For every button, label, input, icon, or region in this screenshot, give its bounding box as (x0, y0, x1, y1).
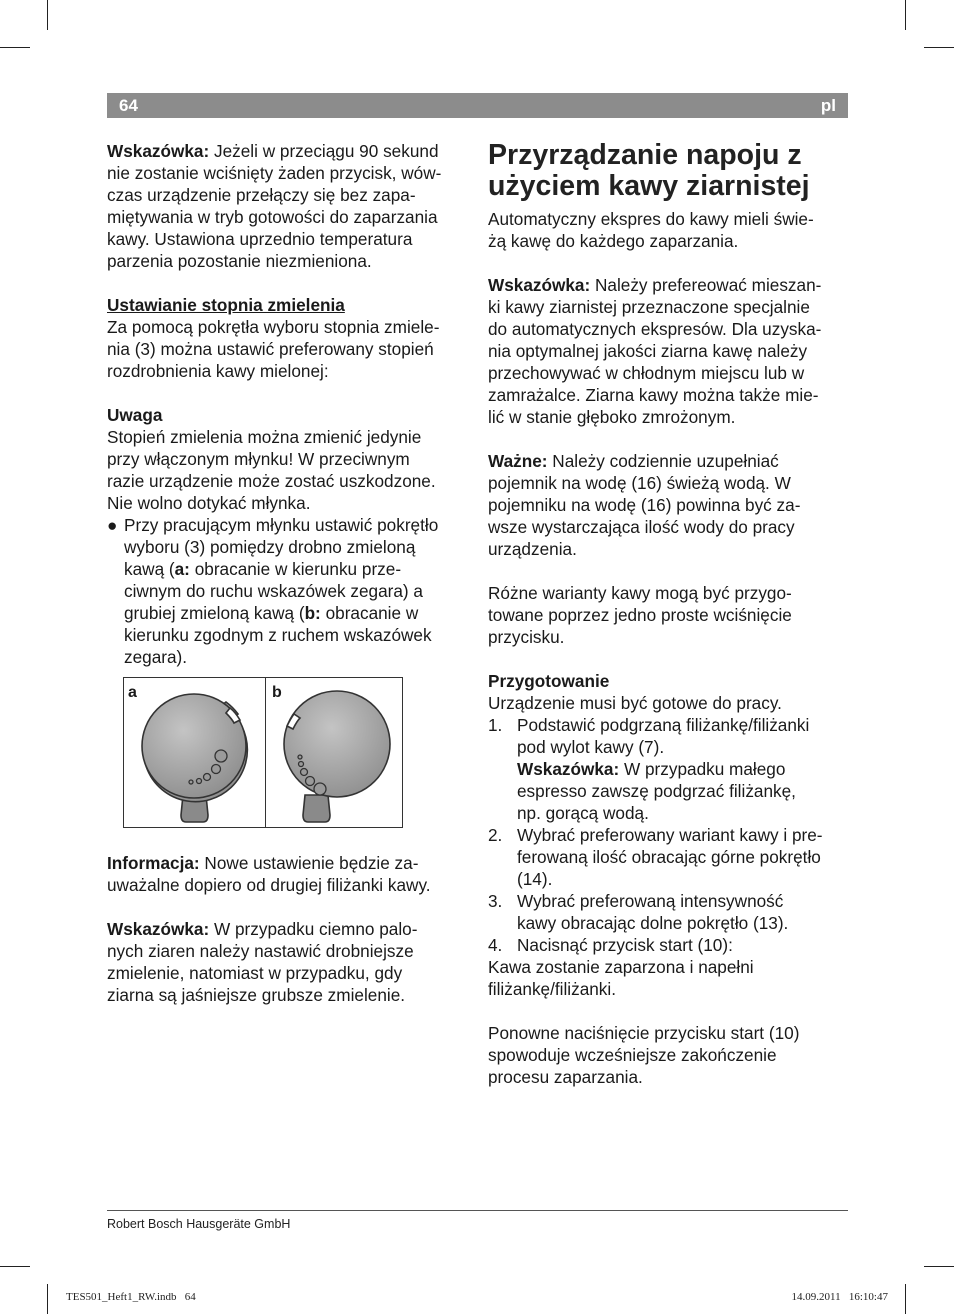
grind-dial-figure (123, 677, 403, 828)
tip-paragraph: Wskazówka: W przypadku ciemno palo- (107, 919, 418, 939)
text-line: miętywania w tryb gotowości do zaparzania (107, 207, 438, 227)
text-line: wyboru (3) pomiędzy drobno zmieloną (124, 537, 416, 557)
crop-mark (924, 47, 954, 48)
section-heading-grind: Ustawianie stopnia zmielenia (107, 295, 345, 315)
bullet-icon: ● (107, 515, 118, 535)
text-line: lić w stanie głęboko zmrożonym. (488, 407, 736, 427)
figure-label-b: b (272, 684, 282, 701)
text-line: Urządzenie musi być gotowe do pracy. (488, 693, 782, 713)
list-item: 2. Wybrać preferowany wariant kawy i pre- ferowaną ilość obracając górne pokrętło (14). (488, 825, 823, 889)
crop-mark (924, 1266, 954, 1267)
footer-company: Robert Bosch Hausgeräte GmbH (107, 1217, 291, 1231)
list-item: 1. Podstawić podgrzaną filiżankę/filiżanki pod wylot kawy (7). Wskazówka: W przypadku małego espresso zawszę podgrzać filiżankę, np. gorącą wodą. (488, 715, 810, 823)
text-line: przy włączonym młynku! W przeciwnym (107, 449, 410, 469)
crop-mark (905, 0, 906, 30)
text-line: filiżankę/filiżanki. (488, 979, 616, 999)
footer-divider (107, 1210, 848, 1211)
crop-mark (47, 0, 48, 30)
text-line: Za pomocą pokrętła wyboru stopnia zmiele- (107, 317, 440, 337)
crop-mark (905, 1284, 906, 1314)
text-line: Przy pracującym młynku ustawić pokrętło (124, 515, 439, 535)
text-line: rozdrobnienia kawy mielonej: (107, 361, 329, 381)
text-line: pojemnik na wodę (16) świeżą wodą. W (488, 473, 791, 493)
text-line: kierunku zgodnym z ruchem wskazówek (124, 625, 432, 645)
print-slug-file: TES501_Heft1_RW.indb 64 (66, 1291, 196, 1303)
caution-heading: Uwaga (107, 405, 163, 425)
tip-label: Wskazówka: (517, 759, 620, 779)
text-line: zegara). (124, 647, 188, 667)
text-line: Kawa zostanie zaparzona i napełni (488, 957, 754, 977)
text-line: spowoduje wcześniejsze zakończenie (488, 1045, 777, 1065)
text-line: przycisku. (488, 627, 565, 647)
text-line: nych ziaren należy nastawić drobniejsze (107, 941, 414, 961)
text-line: razie urządzenie może zostać uszkodzone. (107, 471, 436, 491)
text-line: Automatyczny ekspres do kawy mieli świe- (488, 209, 814, 229)
text-line: Ponowne naciśnięcie przycisku start (10) (488, 1023, 800, 1043)
bullet-item (107, 514, 469, 668)
text-line: Różne warianty kawy mogą być przygo- (488, 583, 792, 603)
text-line: wsze wystarczająca ilość wody do pracy (488, 517, 795, 537)
text-line: ciwnym do ruchu wskazówek zegara) a (124, 581, 423, 601)
page-header-bar (107, 93, 848, 118)
text-line: Jeżeli w przeciągu 90 sekund (209, 141, 439, 161)
text-line: Nie wolno dotykać młynka. (107, 493, 311, 513)
text-line: pojemniku na wodę (16) powinna być za- (488, 495, 801, 515)
text-line: kawy. Ustawiona uprzednio temperatura (107, 229, 413, 249)
crop-mark (47, 1284, 48, 1314)
grinder-dial-b-icon (265, 678, 404, 829)
left-column (107, 140, 469, 1006)
text-line: przechowywać w chłodnym miejscu lub w (488, 363, 805, 383)
text-line: parzenia pozostanie niezmieniona. (107, 251, 372, 271)
text-line: nia (3) można ustawić preferowany stopień (107, 339, 434, 359)
text-line: urządzenia. (488, 539, 577, 559)
text-line: procesu zaparzania. (488, 1067, 643, 1087)
grinder-dial-a-icon (124, 678, 265, 829)
page-title: Przyrządzanie napoju z użyciem kawy ziarnistej (488, 139, 810, 202)
figure-label-a: a (128, 684, 137, 701)
tip-label: Wskazówka: (107, 919, 210, 939)
info-label: Informacja: (107, 853, 200, 873)
text-line: ziarna są jaśniejsze grubsze zmielenie. (107, 985, 406, 1005)
prep-heading: Przygotowanie (488, 671, 610, 691)
crop-mark (0, 1266, 30, 1267)
text-line: do automatycznych ekspresów. Dla uzyska- (488, 319, 822, 339)
text-line: nia optymalnej jakości ziarna kawę należy (488, 341, 808, 361)
steps-list (488, 714, 850, 956)
info-paragraph: Informacja: Nowe ustawienie będzie za- (107, 853, 419, 873)
text-line: uważalne dopiero od drugiej filiżanki kawy. (107, 875, 431, 895)
text-line: zamrażalce. Ziarna kawy można także mie- (488, 385, 819, 405)
text-line: ki kawy ziarnistej przeznaczone specjalnie (488, 297, 810, 317)
text-line: zmielenie, natomiast w przypadku, gdy (107, 963, 403, 983)
list-item: 3. Wybrać preferowaną intensywność kawy obracając dolne pokrętło (13). (488, 891, 789, 933)
tip-paragraph (107, 140, 469, 162)
page-number: 64 (119, 96, 138, 115)
text-line: nie zostanie wciśnięty żaden przycisk, wów- (107, 163, 442, 183)
important-label: Ważne: (488, 451, 548, 471)
tip-label: Wskazówka: (107, 141, 210, 161)
text-line: kawą (a: obracanie w kierunku prze- (124, 559, 402, 579)
tip-label: Wskazówka: (488, 275, 591, 295)
language-code: pl (820, 96, 836, 115)
text-line: towane poprzez jedno proste wciśnięcie (488, 605, 792, 625)
list-item: 4. Nacisnąć przycisk start (10): (488, 935, 733, 955)
print-slug-datetime: 14.09.2011 16:10:47 (791, 1291, 888, 1303)
text-line: czas urządzenie przełączy się bez zapa- (107, 185, 416, 205)
important-paragraph: Ważne: Należy codziennie uzupełniać (488, 451, 779, 471)
crop-mark (0, 47, 30, 48)
right-column (488, 140, 850, 1088)
text-line: grubiej zmieloną kawą (b: obracanie w (124, 603, 419, 623)
tip-paragraph: Wskazówka: Należy prefereować mieszan- (488, 275, 822, 295)
text-line: żą kawę do każdego zaparzania. (488, 231, 739, 251)
text-line: Stopień zmielenia można zmienić jedynie (107, 427, 422, 447)
